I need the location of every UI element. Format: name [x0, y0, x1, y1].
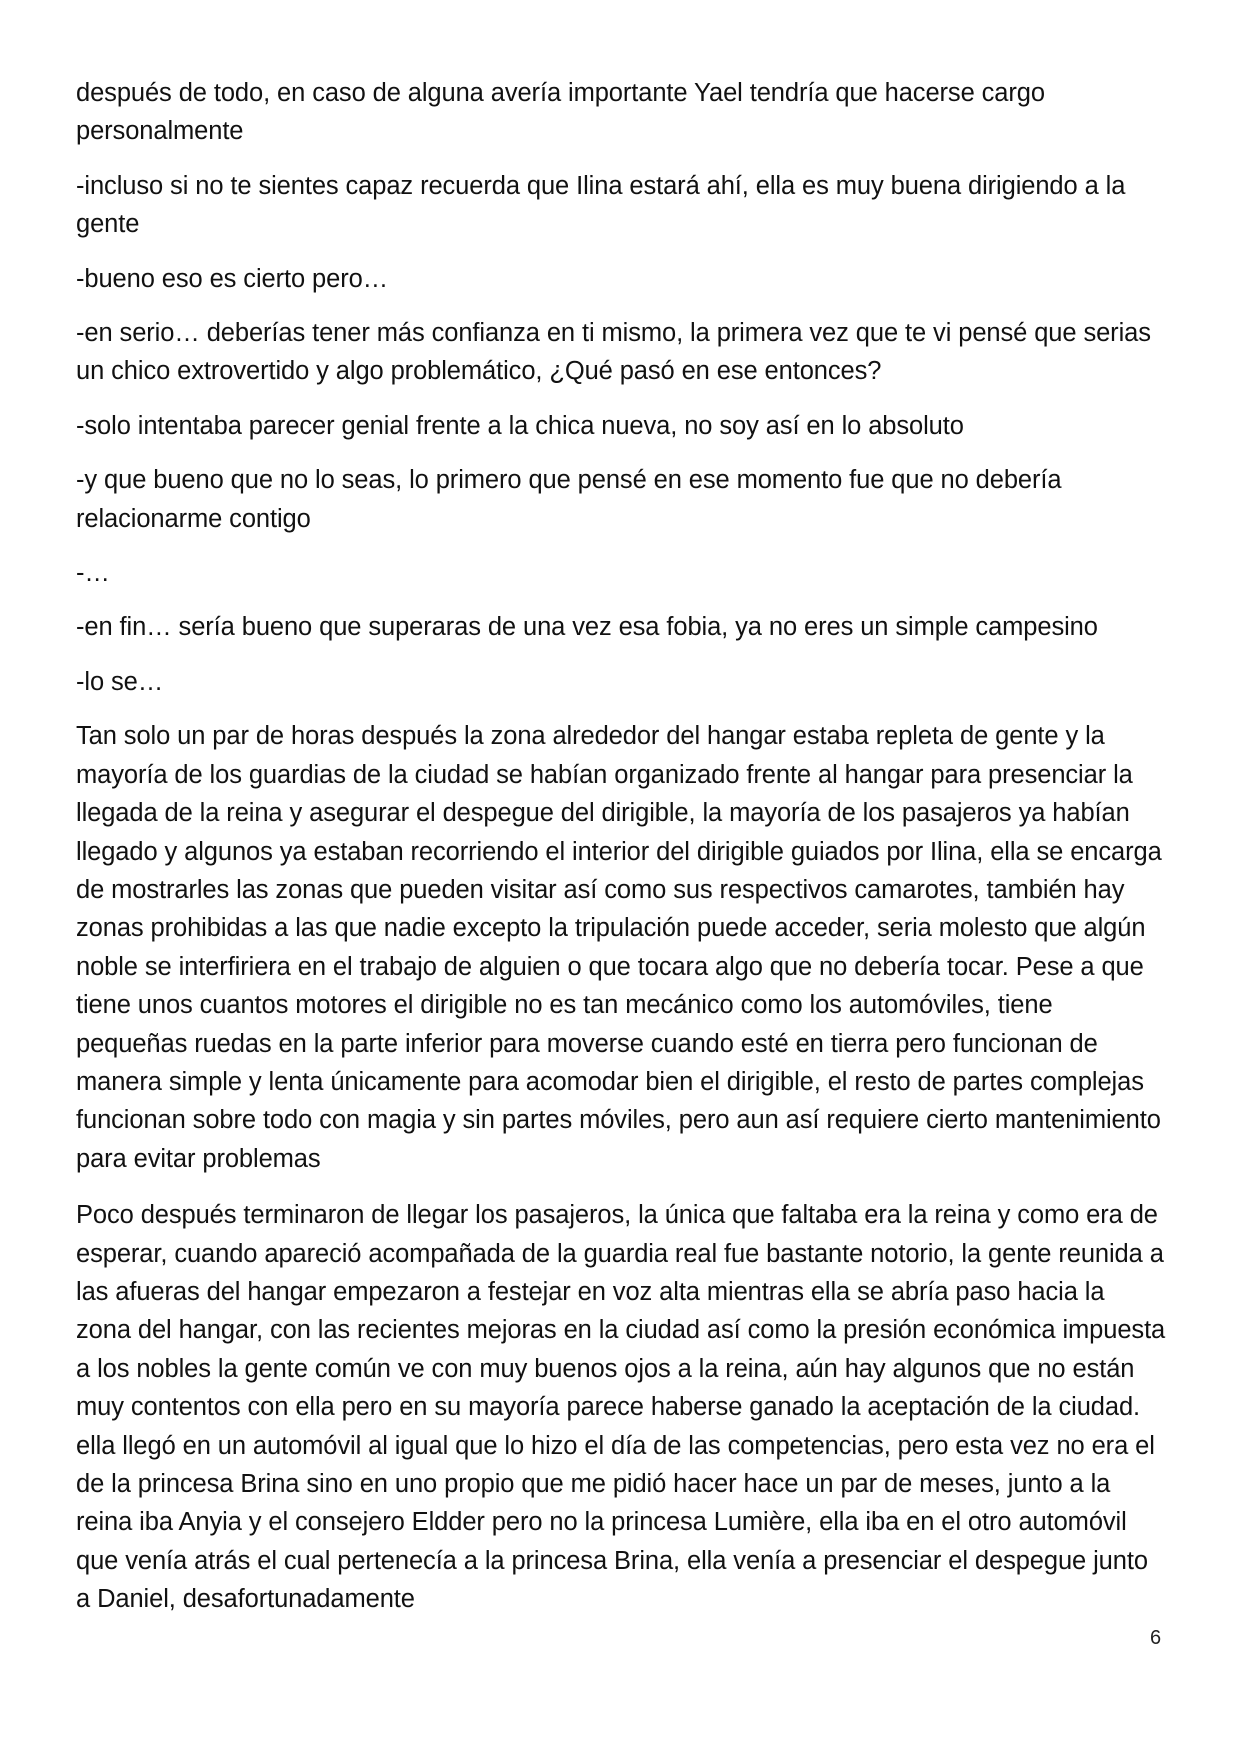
- paragraph-8: -en fin… sería bueno que superaras de una vez esa fobia, ya no eres un simple campesino: [76, 613, 1098, 642]
- page-number: 6: [1150, 1627, 1162, 1649]
- paragraph-4: -en serio… deberías tener más confianza en ti mismo, la primera vez que te vi pensé que serias un chico extrovertido y algo problemático, ¿Qué pasó en ese entonces?: [76, 319, 1151, 386]
- paragraph-3: -bueno eso es cierto pero…: [76, 264, 389, 293]
- paragraph-7: -…: [76, 559, 110, 588]
- paragraph-9: -lo se…: [76, 667, 164, 696]
- paragraph-1: después de todo, en caso de alguna avería importante Yael tendría que hacerse cargo personalmente: [76, 79, 1045, 146]
- paragraph-10: Tan solo un par de horas después la zona alrededor del hangar estaba repleta de gente y la mayoría de los guardias de la ciudad se habían organizado frente al hangar para presenciar la llegada de la reina y asegurar el despegue del dirigible, la mayoría de los pasajeros ya habían llegado y algunos ya estaban recorriendo el interior del dirigible guiados por Ilina, ella se encarga de mostrarles las zonas que pueden visitar así como sus respectivos camarotes, también hay zonas prohibidas a las que nadie excepto la tripulación puede acceder, seria molesto que algún noble se interfiriera en el trabajo de alguien o que tocara algo que no debería tocar. Pese a que tiene unos cuantos motores el dirigible no es tan mecánico como los automóviles, tiene pequeñas ruedas en la parte inferior para moverse cuando esté en tierra pero funcionan de manera simple y lenta únicamente para acomodar bien el dirigible, el resto de partes complejas funcionan sobre todo con magia y sin partes móviles, pero aun así requiere cierto mantenimiento para evitar problemas: [76, 722, 1162, 1173]
- paragraph-2: -incluso si no te sientes capaz recuerda que Ilina estará ahí, ella es muy buena dirigiendo a la gente: [76, 171, 1126, 239]
- paragraph-11: Poco después terminaron de llegar los pasajeros, la única que faltaba era la reina y como era de esperar, cuando apareció acompañada de la guardia real fue bastante notorio, la gente reunida a las afueras del hangar empezaron a festejar en voz alta mientras ella se abría paso hacia la zona del hangar, con las recientes mejoras en la ciudad así como la presión económica impuesta a los nobles la gente común ve con muy buenos ojos a la reina, aún hay algunos que no están muy contentos con ella pero en su mayoría parece haberse ganado la aceptación de la ciudad. ella llegó en un automóvil al igual que lo hizo el día de las competencias, pero esta vez no era el de la princesa Brina sino en uno propio que me pidió hacer hace un par de meses, junto a la reina iba Anyia y el consejero Eldder pero no la princesa Lumière, ella iba en el otro automóvil que venía atrás el cual pertenecía a la princesa Brina, ella venía a presenciar el despegue junto a Daniel, desafortunadamente: [76, 1201, 1166, 1614]
- paragraph-6: -y que bueno que no lo seas, lo primero que pensé en ese momento fue que no debería relacionarme contigo: [76, 466, 1062, 533]
- page-body: [76, 74, 1166, 1637]
- paragraph-5: -solo intentaba parecer genial frente a la chica nueva, no soy así en lo absoluto: [76, 411, 964, 440]
